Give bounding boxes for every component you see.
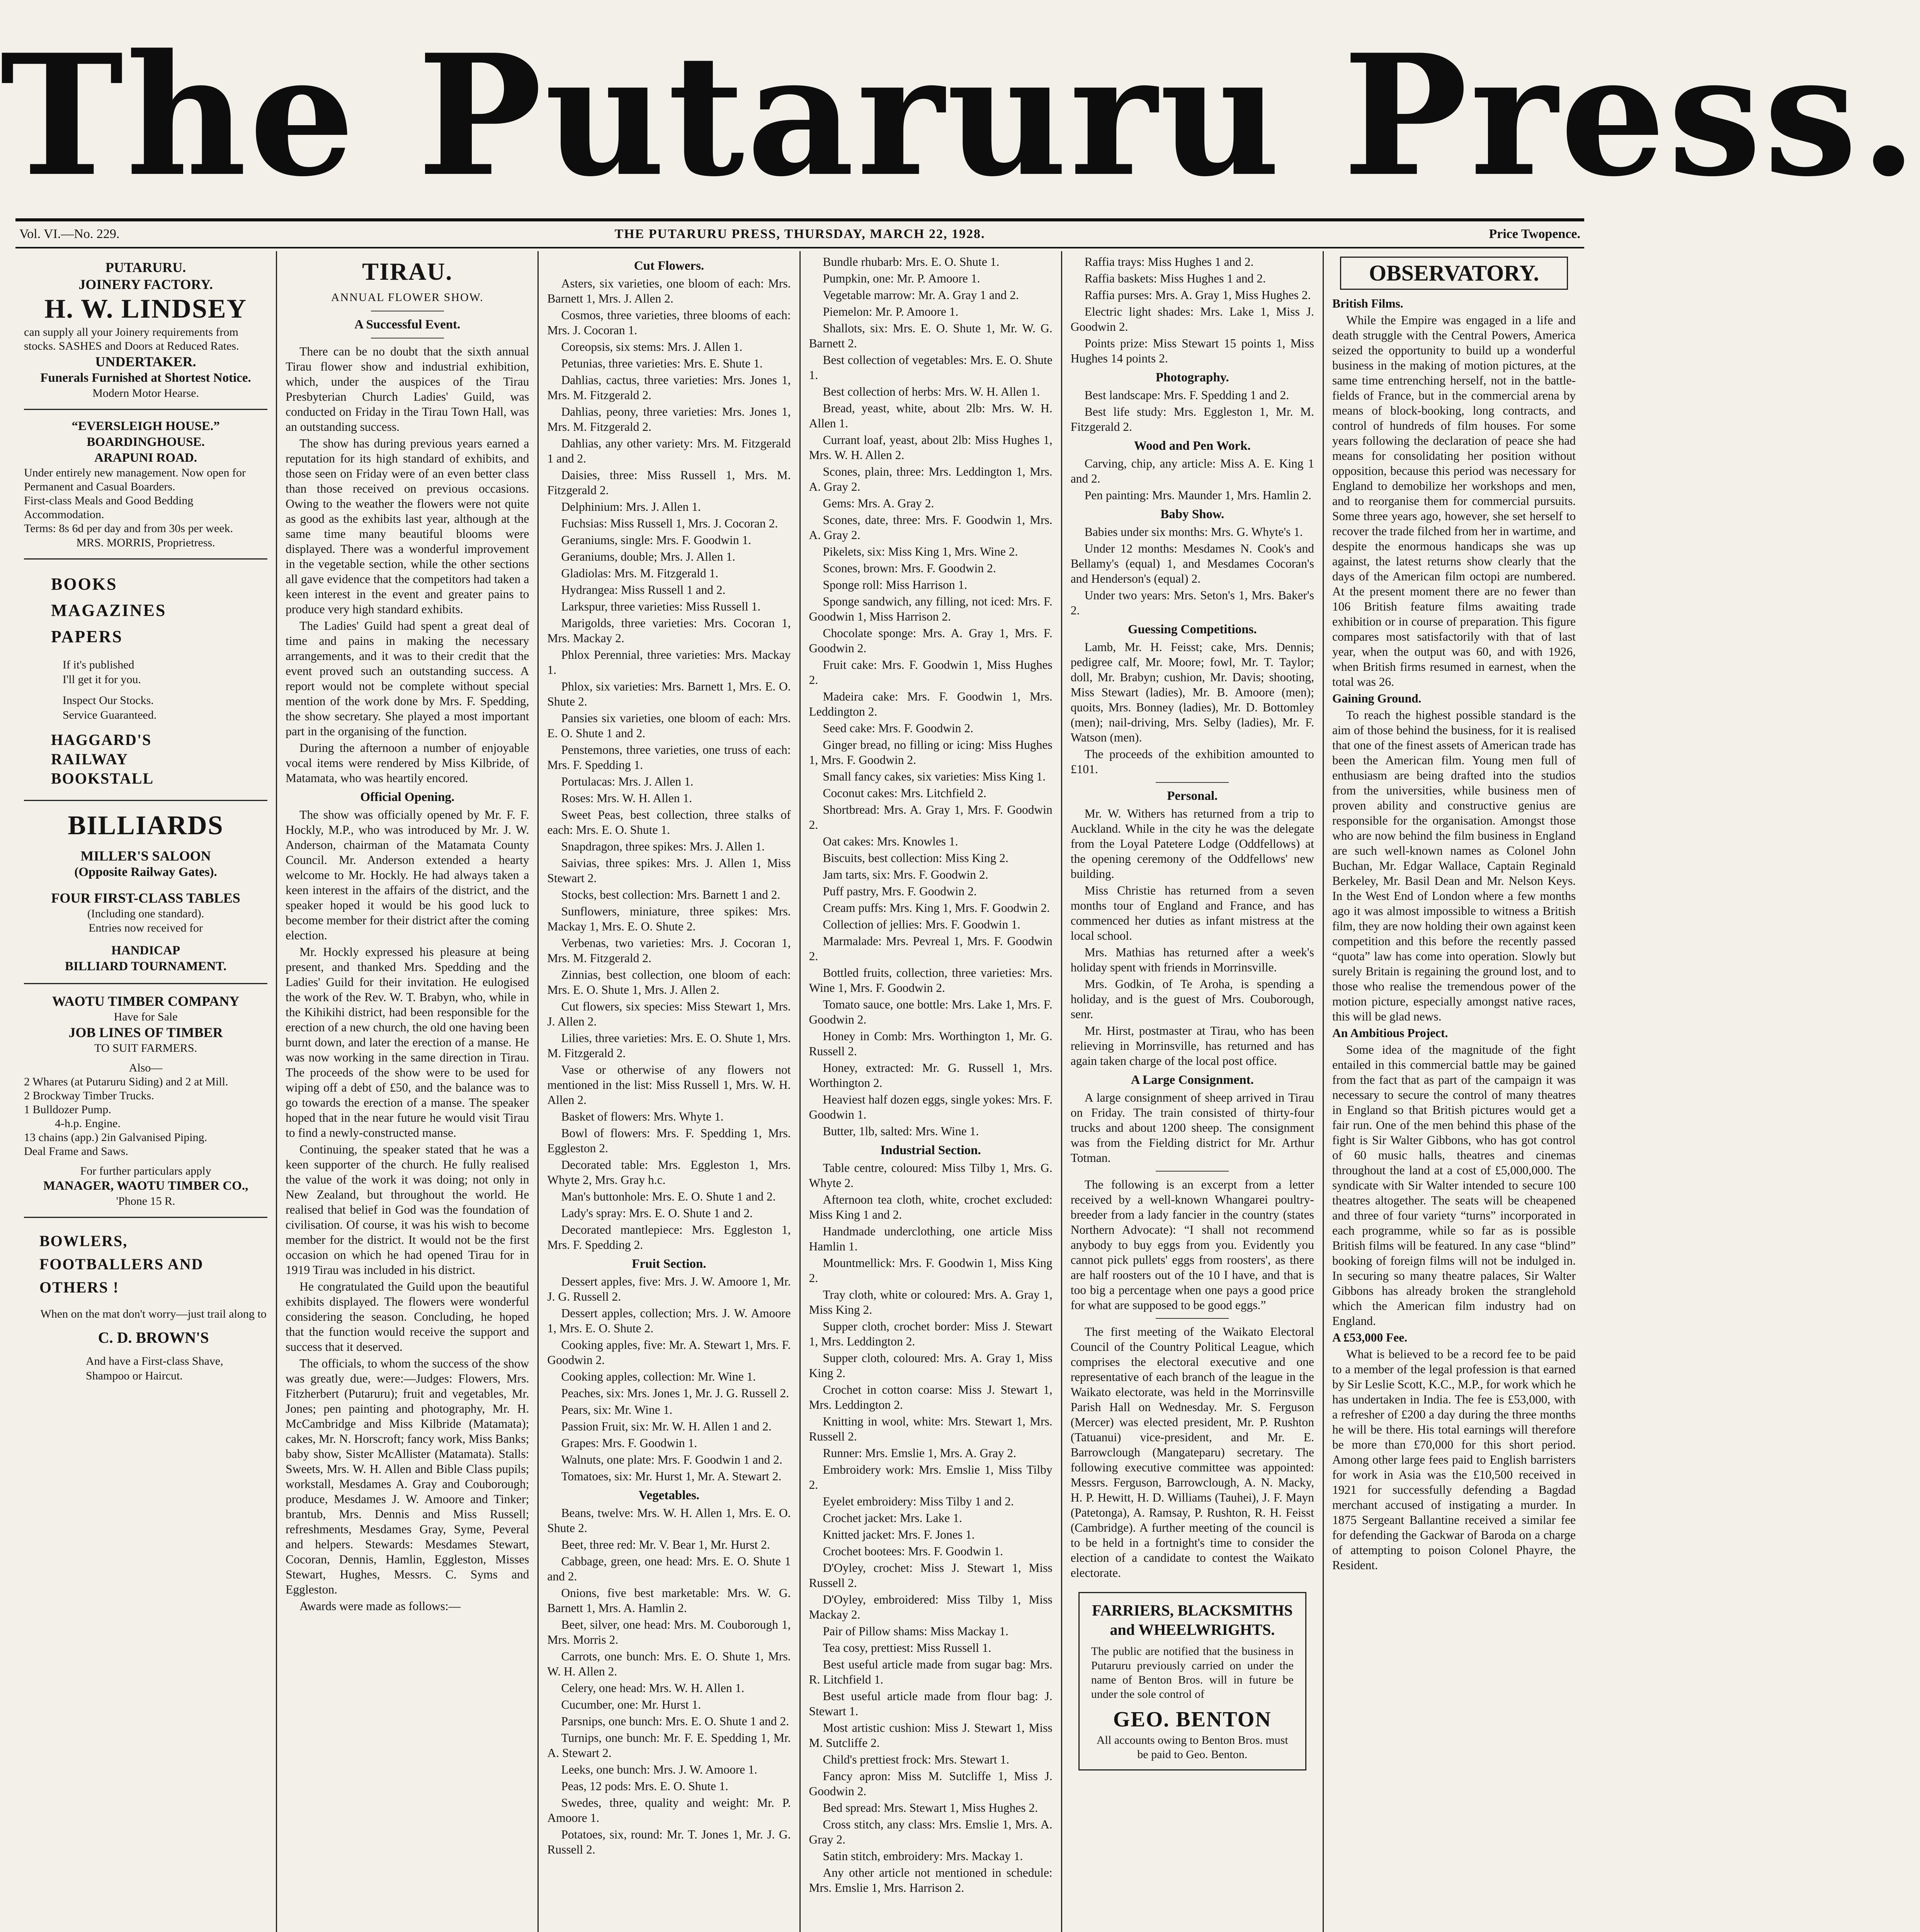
ad-eversleigh-terms: Terms: 8s 6d per day and from 30s per week.	[24, 522, 233, 535]
award-entry: Beet, silver, one head: Mrs. M. Couborough 1, Mrs. Morris 2.	[547, 1618, 791, 1646]
cut-flowers-heading: Cut Flowers.	[634, 259, 704, 273]
award-entry: D'Oyley, crochet: Miss J. Stewart 1, Miss Russell 2.	[809, 1561, 1053, 1590]
ad-farriers-sub: All accounts owing to Benton Bros. must be paid to Geo. Benton.	[1096, 1734, 1288, 1761]
award-entry: Points prize: Miss Stewart 15 points 1, Miss Hughes 14 points 2.	[1070, 337, 1314, 365]
ad-books-s1: If it's published	[63, 658, 134, 671]
personal-para: Miss Christie has returned from a seven months tour of England and France, and has commenced her duties as infant mistress at the local school.	[1070, 884, 1314, 942]
ad-books-s3: Inspect Our Stocks.	[63, 694, 154, 707]
award-entry: Peaches, six: Mrs. Jones 1, Mr. J. G. Russell 2.	[561, 1386, 789, 1400]
ad-waotu-also: Also—	[129, 1061, 163, 1074]
wood-heading: Wood and Pen Work.	[1134, 439, 1251, 453]
award-entry: Embroidery work: Mrs. Emslie 1, Miss Tilby 2.	[809, 1463, 1053, 1492]
tirau-para: Continuing, the speaker stated that he was a keen supporter of the church. He fully realised the value of the work it was doing; not only in New Zealand, but throughout the world. He realised that belief in God was the foundation of civilisation. Of course, it was his wish to become member for the district. It would not be the first occasion on which he had opened Tirau for in 1919 Tirau was included in his district.	[286, 1143, 529, 1277]
award-entry: Biscuits, best collection: Miss King 2.	[823, 851, 1008, 865]
award-entry: Raffia purses: Mrs. A. Gray 1, Miss Hughes 2.	[1084, 288, 1311, 302]
guessing-heading: Guessing Competitions.	[1128, 622, 1257, 636]
ad-lindsey-factory: JOINERY FACTORY.	[78, 277, 213, 292]
award-entry: Shortbread: Mrs. A. Gray 1, Mrs. F. Goodwin 2.	[809, 803, 1053, 832]
ad-brown-l3: OTHERS !	[39, 1279, 119, 1296]
award-entry: Fuchsias: Miss Russell 1, Mrs. J. Cocoran 2.	[561, 517, 778, 530]
award-entry: Collection of jellies: Mrs. F. Goodwin 1.	[823, 918, 1020, 931]
ad-waotu-further: For further particulars apply	[80, 1165, 211, 1177]
award-entry: Currant loaf, yeast, about 2lb: Miss Hughes 1, Mrs. W. H. Allen 2.	[809, 433, 1053, 462]
award-entry: Carrots, one bunch: Mrs. E. O. Shute 1, Mrs. W. H. Allen 2.	[547, 1650, 791, 1678]
award-entry: Electric light shades: Mrs. Lake 1, Miss J. Goodwin 2.	[1070, 305, 1314, 333]
award-entry: Passion Fruit, six: Mr. W. H. Allen 1 and 2.	[561, 1420, 772, 1433]
award-entry: Ginger bread, no filling or icing: Miss Hughes 1, Mrs. F. Goodwin 2.	[809, 738, 1053, 767]
observatory-para: What is believed to be a record fee to be paid to a member of the legal profession is that earned by Sir Leslie Scott, K.C., M.P., for work which he has undertaken in India. The fee is £53,000, with a refresher of £200 a day during the three months he will be there. His total earnings will therefore be more than £70,000 for this short period. Among other large fees paid to English barristers for work in Asia was the £10,500 received in 1921 for successfully defending a Bagdad merchant accused of instigating a murder. In 1875 Sergeant Ballantine received a similar fee for defending the Gackwar of Baroda on a charge of attempting to poison Colonel Phayre, the Resident.	[1332, 1347, 1576, 1572]
award-entry: Marigolds, three varieties: Mrs. Cocoran 1, Mrs. Mackay 2.	[547, 616, 791, 645]
award-entry: Coconut cakes: Mrs. Litchfield 2.	[823, 786, 986, 800]
award-entry: Best collection of herbs: Mrs. W. H. Allen 1.	[823, 385, 1040, 398]
award-entry: Sponge sandwich, any filling, not iced: Mrs. F. Goodwin 1, Miss Harrison 2.	[809, 595, 1053, 623]
award-entry: Lady's spray: Mrs. E. O. Shute 1 and 2.	[561, 1206, 753, 1220]
award-entry: Dahlias, any other variety: Mrs. M. Fitzgerald 1 and 2.	[547, 437, 791, 465]
award-entry: Handmade underclothing, one article Miss Hamlin 1.	[809, 1225, 1053, 1253]
award-entry: Dessert apples, five: Mrs. J. W. Amoore 1, Mr. J. G. Russell 2.	[547, 1275, 791, 1303]
ad-brown-s2: And have a First-class Shave, Shampoo or Haircut.	[86, 1355, 223, 1382]
ad-billiards-gates: (Opposite Railway Gates).	[74, 865, 217, 879]
tirau-subheading: ANNUAL FLOWER SHOW.	[331, 291, 484, 304]
award-entry: Shallots, six: Mrs. E. O. Shute 1, Mr. W. G. Barnett 2.	[809, 321, 1053, 350]
volume-number: Vol. VI.—No. 229.	[19, 227, 120, 241]
ad-billiards-saloon: MILLER'S SALOON	[80, 848, 211, 864]
observatory-para: To reach the highest possible standard is the aim of those behind the business, for it is realised that one of the finest assets of American trade has been the American film. Young men full of enthusiasm are being drafted into the studios from the universities, while business men of proven ability and constructive genius are responsible for the organisation. Amongst those who are now behind the film business in England are such well-known names as Colonel John Buchan, Mr. Edgar Wallace, Captain Reginald Berkeley, Mr. Basil Dean and Mr. Nelson Keys. In the West End of London where a few months ago it was almost impossible to witness a British film, they are now holding their own against keen competition and this before the recently passed “quota” law has come into operation. Slowly but surely Britain is regaining the ground lost, and to those who realise the tremendous power of the motion picture, especially amongst native races, this will be glad news.	[1332, 708, 1576, 1023]
award-entry-list	[1071, 388, 1314, 434]
ad-lindsey-funerals: Funerals Furnished at Shortest Notice.	[40, 371, 251, 385]
ad-eversleigh-text1: Under entirely new management. Now open for Permanent and Casual Boarders.	[24, 466, 246, 493]
waikato-para: The first meeting of the Waikato Electoral Council of the Country Political League, which comprises the electoral executive and one representative of each branch of the league in the Waikato electorate, was held in the Morrinsville Parish Hall on Wednesday. Mr. S. Ferguson (Mercer) was elected president, Mr. P. Rushton (Tatuanui) vice-president, and Mr. E. Barrowclough (Mangateparu) secretary. The following executive committee was appointed: Messrs. Ferguson, Barrowclough, A. N. Macky, H. P. Hewitt, H. D. Williams (Tauhei), J. F. Mayn (Patetonga), A. Ramsay, P. Rushton, R. H. Feisst (Cambridge). A further meeting of the council is to be held in a fortnight's time to consider the election of a candidate to contest the Waikato electorate.	[1070, 1325, 1314, 1580]
award-entry: Knitted jacket: Mrs. F. Jones 1.	[823, 1528, 975, 1541]
ad-farriers-text: The public are notified that the business in Putaruru previously carried on under the name of Benton Bros. will in future be under the sole control of	[1091, 1645, 1294, 1701]
consignment-heading: A Large Consignment.	[1131, 1073, 1254, 1087]
award-entry: Celery, one head: Mrs. W. H. Allen 1.	[561, 1681, 745, 1695]
award-entry: Sunflowers, miniature, three spikes: Mrs. Mackay 1, Mrs. E. O. Shute 2.	[547, 905, 791, 933]
personal-heading: Personal.	[1167, 789, 1218, 803]
consignment-para: A large consignment of sheep arrived in Tirau on Friday. The train consisted of thirty-four trucks and about 1200 sheep. The consignment was from the Fielding district for Mr. Arthur Totman.	[1070, 1091, 1314, 1165]
award-entry: Leeks, one bunch: Mrs. J. W. Amoore 1.	[561, 1763, 757, 1776]
award-entry: Jam tarts, six: Mrs. F. Goodwin 2.	[823, 868, 988, 881]
ad-waotu	[24, 988, 267, 1213]
award-entry: Hydrangea: Miss Russell 1 and 2.	[561, 583, 726, 597]
award-entry: Most artistic cushion: Miss J. Stewart 1, Miss M. Sutcliffe 2.	[809, 1721, 1053, 1750]
ad-waotu-suit: TO SUIT FARMERS.	[94, 1042, 197, 1054]
award-entry: Potatoes, six, round: Mr. T. Jones 1, Mr. J. G. Russell 2.	[547, 1828, 791, 1856]
fruit-heading: Fruit Section.	[632, 1257, 706, 1271]
award-entry: Pen painting: Mrs. Maunder 1, Mrs. Hamlin 2.	[1084, 488, 1311, 502]
award-entry: Vase or otherwise of any flowers not mentioned in the list: Miss Russell 1, Mrs. W. H. Allen 2.	[547, 1063, 791, 1107]
award-entry: Gems: Mrs. A. Gray 2.	[823, 497, 934, 510]
award-entry: Petunias, three varieties: Mrs. E. Shute 1.	[561, 357, 763, 370]
tirau-para: He congratulated the Guild upon the beautiful exhibits displayed. The flowers were wonderful considering the season. Concluding, he hoped that the function would receive the support and success that it deserved.	[286, 1280, 529, 1354]
ad-billiards-entries: Entries now received for	[88, 922, 203, 934]
award-entry: Geraniums, single: Mrs. F. Goodwin 1.	[561, 533, 752, 547]
photography-heading: Photography.	[1155, 371, 1229, 384]
ad-billiards-handicap: HANDICAP	[111, 944, 180, 957]
ad-lindsey-name: H. W. LINDSEY	[44, 294, 247, 324]
award-entry: Larkspur, three varieties: Miss Russell 1.	[561, 600, 761, 613]
award-entry: Verbenas, two varieties: Mrs. J. Cocoran 1, Mrs. M. Fitzgerald 2.	[547, 936, 791, 965]
ad-brown-l2: FOOTBALLERS AND	[39, 1255, 204, 1273]
divider	[24, 409, 267, 410]
award-entry: Stocks, best collection: Mrs. Barnett 1 and 2.	[561, 888, 781, 901]
divider	[24, 558, 267, 560]
divider	[24, 983, 267, 984]
award-entry: Beans, twelve: Mrs. W. H. Allen 1, Mrs. E. O. Shute 2.	[547, 1506, 791, 1535]
price-label: Price Twopence.	[1489, 227, 1580, 241]
ad-books-h3: BOOKSTALL	[51, 770, 154, 787]
award-entry: Swedes, three, quality and weight: Mr. P. Amoore 1.	[547, 1796, 791, 1825]
award-entry: Piemelon: Mr. P. Amoore 1.	[823, 305, 959, 318]
award-entry: Marmalade: Mrs. Pevreal 1, Mrs. F. Goodwin 2.	[809, 934, 1053, 963]
award-entry: Raffia trays: Miss Hughes 1 and 2.	[1084, 255, 1254, 269]
award-entry: Parsnips, one bunch: Mrs. E. O. Shute 1 and 2.	[561, 1714, 789, 1728]
ad-billiards-tourney: BILLIARD TOURNAMENT.	[65, 959, 227, 973]
ad-books-line1: BOOKS	[51, 575, 117, 594]
award-entry: Dessert apples, collection; Mrs. J. W. Amoore 1, Mrs. E. O. Shute 2.	[547, 1306, 791, 1335]
tirau-para: The show was officially opened by Mr. F. F. Hockly, M.P., who was introduced by Mr. J. W. Anderson, chairman of the Matamata County Council. Mr. Anderson extended a hearty welcome to Mr. Hockly. He had always taken a keen interest in the affairs of the district, and the speaker hoped it would be his good luck to become member for their district after the coming election.	[286, 808, 529, 942]
award-entry: Any other article not mentioned in schedule: Mrs. Emslie 1, Mrs. Harrison 2.	[809, 1866, 1053, 1895]
award-entry: Lilies, three varieties: Mrs. E. O. Shute 1, Mrs. M. Fitzgerald 2.	[547, 1031, 791, 1060]
ad-lindsey-text: can supply all your Joinery requirements from stocks. SASHES and Doors at Reduced Rates.	[24, 326, 239, 352]
award-entry: Tomatoes, six: Mr. Hurst 1, Mr. A. Stewart 2.	[561, 1469, 782, 1483]
award-entry: Bowl of flowers: Mrs. F. Spedding 1, Mrs. Eggleston 2.	[547, 1126, 791, 1155]
tirau-para: The officials, to whom the success of the show was greatly due, were:—Judges: Flowers, Mrs. Fitzherbert (Putaruru); fruit and vegetables, Mr. Jones; pen painting and photography, Mr. H. McCambridge and Miss Kilbride (Matamata); cakes, Mr. N. Horscroft; fancy work, Miss Banks; baby show, Sister McAllister (Matamata). Stalls: Sweets, Mrs. W. H. Allen and Bible Class pupils; workstall, Mesdames A. Gray and Couborough; produce, Mesdames J. W. Amoore and Tinker; brantub, Mrs. Dennis and Miss Russell; refreshments, Mesdames Gray, Syme, Peveral and helpers. Stewards: Mesdames Stewart, Cocoran, Dennis, Hamlin, Eggleston, Misses Stewart, Hughes, Messrs. C. Syms and Eggleston.	[286, 1357, 529, 1596]
award-entry: Chocolate sponge: Mrs. A. Gray 1, Mrs. F. Goodwin 2.	[809, 626, 1053, 655]
award-entry-list	[547, 1274, 791, 1484]
award-entry: Runner: Mrs. Emslie 1, Mrs. A. Gray 2.	[823, 1446, 1016, 1460]
ad-waotu-name: WAOTU TIMBER COMPANY	[52, 993, 240, 1009]
masthead-title: The Putaruru Press.	[0, 18, 1920, 213]
award-entry: Cosmos, three varieties, three blooms of each: Mrs. J. Cocoran 1.	[547, 308, 791, 337]
personal-para: Mr. Hirst, postmaster at Tirau, who has been relieving in Morrinsville, has returned and has again taken charge of the local post office.	[1070, 1024, 1314, 1068]
divider	[1156, 1171, 1229, 1172]
award-entry: Seed cake: Mrs. F. Goodwin 2.	[823, 721, 973, 735]
award-entry: Table centre, coloured: Miss Tilby 1, Mrs. G. Whyte 2.	[809, 1161, 1053, 1190]
award-entry: Supper cloth, crochet border: Miss J. Stewart 1, Mrs. Leddington 2.	[809, 1320, 1053, 1348]
ad-waotu-sale: Have for Sale	[114, 1010, 178, 1023]
ad-billiards	[24, 805, 267, 979]
ad-billiards-standard: (Including one standard).	[87, 907, 204, 920]
observatory-body	[1332, 296, 1576, 1573]
award-entry: Dahlias, peony, three varieties: Mrs. Jones 1, Mrs. M. Fitzgerald 2.	[547, 405, 791, 434]
column-grid	[15, 251, 1584, 1932]
award-entry: Bundle rhubarb: Mrs. E. O. Shute 1.	[823, 255, 1000, 269]
award-entry: Child's prettiest frock: Mrs. Stewart 1.	[823, 1753, 1009, 1766]
award-entry: Knitting in wool, white: Mrs. Stewart 1, Mrs. Russell 2.	[809, 1415, 1053, 1443]
ad-waotu-item: 13 chains (app.) 2in Galvanised Piping.	[24, 1131, 207, 1144]
award-entry: Eyelet embroidery: Miss Tilby 1 and 2.	[823, 1495, 1014, 1508]
award-entry: Pansies six varieties, one bloom of each: Mrs. E. O. Shute 1 and 2.	[547, 711, 791, 740]
ad-lindsey-hearse: Modern Motor Hearse.	[92, 387, 199, 400]
ad-lindsey	[24, 254, 267, 405]
dateline-text: THE PUTARURU PRESS, THURSDAY, MARCH 22, 1928.	[614, 227, 985, 241]
award-entry: Puff pastry, Mrs. F. Goodwin 2.	[823, 884, 977, 898]
personal-para: Mrs. Godkin, of Te Aroha, is spending a holiday, and is the guest of Mrs. Couborough, senr.	[1070, 977, 1314, 1021]
award-entry: Asters, six varieties, one bloom of each: Mrs. Barnett 1, Mrs. J. Allen 2.	[547, 277, 791, 305]
award-entry: Fruit cake: Mrs. F. Goodwin 1, Miss Hughes 2.	[809, 658, 1053, 687]
award-entry-list	[1071, 524, 1314, 618]
ad-bookstall	[24, 563, 267, 796]
award-entry: Roses: Mrs. W. H. Allen 1.	[561, 791, 692, 805]
award-entry-list	[809, 1160, 1053, 1895]
ad-brown	[24, 1222, 267, 1383]
award-entry-list	[1071, 254, 1314, 366]
award-entry: Pears, six: Mr. Wine 1.	[561, 1403, 673, 1417]
ad-eversleigh-text2: First-class Meals and Good Bedding Accommodation.	[24, 494, 194, 521]
ad-waotu-item: Deal Frame and Saws.	[24, 1145, 128, 1158]
award-entry: Vegetable marrow: Mr. A. Gray 1 and 2.	[823, 288, 1019, 302]
award-entry: Cabbage, green, one head: Mrs. E. O. Shute 1 and 2.	[547, 1554, 791, 1583]
ad-brown-name: C. D. BROWN'S	[98, 1329, 209, 1346]
column-tirau	[277, 251, 539, 1932]
award-entry: D'Oyley, embroidered: Miss Tilby 1, Miss Mackay 2.	[809, 1593, 1053, 1621]
award-entry: Lamb, Mr. H. Feisst; cake, Mrs. Dennis; pedigree calf, Mr. Moore; fowl, Mr. T. Taylor; doll, Mr. Brabyn; cushion, Mr. Davis; shooting, Miss Stewart (ladies), Mr. B. Amoore (men); quoits, Mrs. Bonney (ladies), Mr. D. Bottomley (men); nail-driving, Mrs. Selby (ladies), Mr. F. Watson (men).	[1070, 640, 1314, 744]
ad-brown-s1: When on the mat don't worry—just trail along to	[40, 1308, 267, 1320]
divider	[24, 1217, 267, 1218]
award-entry: Cut flowers, six species: Miss Stewart 1, Mrs. J. Allen 2.	[547, 1000, 791, 1028]
ad-eversleigh-type: BOARDINGHOUSE.	[87, 435, 205, 449]
award-entry: Sweet Peas, best collection, three stalks of each: Mrs. E. O. Shute 1.	[547, 808, 791, 837]
tirau-subheading-2: A Successful Event.	[354, 318, 461, 332]
award-entry: Beet, three red: Mr. V. Bear 1, Mr. Hurst 2.	[561, 1538, 770, 1551]
tirau-para: The show has during previous years earned a reputation for its high standard of exhibits, and those seen on Friday were of an even better class than those received on previous occasions. Owing to the weather the flowers were not quite as good as the exhibits last year, although at the same time many beautiful blooms were displayed. There was a wonderful improvement in the vegetable section, while the other sections all gave evidence that the competitors had taken a keen interest in the event and greater pains to produce very high standard exhibits.	[286, 437, 529, 616]
award-entry: Geraniums, double; Mrs. J. Allen 1.	[561, 550, 735, 563]
award-entry: Dahlias, cactus, three varieties: Mrs. Jones 1, Mrs. M. Fitzgerald 2.	[547, 373, 791, 402]
observatory-para: Some idea of the magnitude of the fight entailed in this commercial battle may be gained from the fact that as part of the campaign it was necessary to secure the control of many theatres in England so that British pictures would get a fair run. One of the men behind this phase of the fight is Sir Walter Gibbons, who has got control of 60 music halls, theatres and cinemas throughout the land at a cost of £5,000,000. The syndicate with Sir Walter intended to secure 100 theatres altogether. The seats will be cheapened and three of four variety “turns” incorporated in each programme, while so far as is possible British films will be featured. In any case “blind” booking of foreign films will not be indulged in. In securing so many theatre palaces, Sir Walter Gibbons has already broken the stranglehold which the American film industry had on England.	[1332, 1043, 1576, 1328]
award-entry: Penstemons, three varieties, one truss of each: Mrs. F. Spedding 1.	[547, 743, 791, 772]
award-entry: Supper cloth, coloured: Mrs. A. Gray 1, Miss King 2.	[809, 1351, 1053, 1380]
observatory-section-title: British Films.	[1332, 297, 1403, 310]
tirau-para: Awards were made as follows:—	[299, 1599, 461, 1613]
divider	[1156, 782, 1229, 783]
award-entry: Butter, 1lb, salted: Mrs. Wine 1.	[823, 1124, 979, 1138]
observatory-heading: OBSERVATORY.	[1340, 257, 1568, 290]
award-entry: Crochet jacket: Mrs. Lake 1.	[823, 1511, 962, 1525]
award-entry: Best life study: Mrs. Eggleston 1, Mr. M. Fitzgerald 2.	[1070, 405, 1314, 434]
award-entry: Babies under six months: Mrs. G. Whyte's 1.	[1084, 525, 1303, 539]
award-entry: Under 12 months: Mesdames N. Cook's and Bellamy's (equal) 1, and Mesdames Cocoran's and Henderson's (equal) 2.	[1070, 542, 1314, 585]
award-entry: Satin stitch, embroidery: Mrs. Mackay 1.	[823, 1849, 1023, 1863]
ad-books-line2: MAGAZINES	[51, 601, 167, 620]
ad-lindsey-town: PUTARURU.	[105, 260, 186, 275]
ad-brown-l1: BOWLERS,	[39, 1232, 128, 1250]
excerpt-para: The following is an excerpt from a letter received by a well-known Whangarei poultry-breeder from a lady fancier in the country (states Northern Advocate): “I shall not recommend anybody to buy eggs from you. Evidently you cannot pick pullets' eggs from roosters', as there are half roosters out of the 10 I have, and that is too big a percentage when one pays a good price for what are supposed to be good eggs.”	[1070, 1178, 1314, 1312]
award-entry: Honey, extracted: Mr. G. Russell 1, Mrs. Worthington 2.	[809, 1061, 1053, 1090]
award-entry: Oat cakes: Mrs. Knowles 1.	[823, 835, 958, 848]
award-entry: Fancy apron: Miss M. Sutcliffe 1, Miss J. Goodwin 2.	[809, 1769, 1053, 1798]
award-entry: Heaviest half dozen eggs, single yokes: Mrs. F. Goodwin 1.	[809, 1093, 1053, 1121]
award-entry: Afternoon tea cloth, white, crochet excluded: Miss King 1 and 2.	[809, 1193, 1053, 1221]
award-entry: Cream puffs: Mrs. King 1, Mrs. F. Goodwin 2.	[823, 901, 1050, 915]
award-entry: Sponge roll: Miss Harrison 1.	[823, 578, 968, 592]
ad-books-s4: Service Guaranteed.	[63, 709, 157, 721]
ad-books-line3: PAPERS	[51, 627, 123, 646]
award-entry: Walnuts, one plate: Mrs. F. Goodwin 1 and 2.	[561, 1453, 782, 1466]
award-entry: Scones, plain, three: Mrs. Leddington 1, Mrs. A. Gray 2.	[809, 465, 1053, 493]
ad-waotu-jobs: JOB LINES OF TIMBER	[68, 1025, 223, 1040]
column-awards-produce	[801, 251, 1062, 1932]
award-entry: Man's buttonhole: Mrs. E. O. Shute 1 and 2.	[561, 1190, 776, 1203]
award-entry: Scones, date, three: Mrs. F. Goodwin 1, Mrs. A. Gray 2.	[809, 513, 1053, 542]
award-entry: Pumpkin, one: Mr. P. Amoore 1.	[823, 272, 980, 285]
ad-waotu-item: 4-h.p. Engine.	[55, 1117, 121, 1130]
award-entry: Tomato sauce, one bottle: Mrs. Lake 1, Mrs. F. Goodwin 2.	[809, 998, 1053, 1026]
ad-waotu-manager: MANAGER, WAOTU TIMBER CO.,	[43, 1179, 248, 1193]
award-entry-list	[547, 276, 791, 1252]
award-entry: Saivias, three spikes: Mrs. J. Allen 1, Miss Stewart 2.	[547, 856, 791, 885]
ad-waotu-item: 1 Bulldozer Pump.	[24, 1103, 111, 1116]
award-entry: Cucumber, one: Mr. Hurst 1.	[561, 1698, 701, 1711]
award-entry: Best useful article made from flour bag: J. Stewart 1.	[809, 1689, 1053, 1718]
ad-eversleigh-road: ARAPUNI ROAD.	[94, 451, 197, 465]
ad-farriers-heading: FARRIERS, BLACKSMITHS and WHEELWRIGHTS.	[1092, 1602, 1293, 1638]
award-entry: Portulacas: Mrs. J. Allen 1.	[561, 775, 694, 788]
award-entry: Daisies, three: Miss Russell 1, Mrs. M. Fitzgerald 2.	[547, 468, 791, 497]
award-entry: Decorated mantlepiece: Mrs. Eggleston 1, Mrs. F. Spedding 2.	[547, 1223, 791, 1252]
tirau-heading: TIRAU.	[362, 258, 453, 285]
award-entry: Onions, five best marketable: Mrs. W. G. Barnett 1, Mrs. A. Hamlin 2.	[547, 1586, 791, 1615]
award-entry: Cooking apples, five: Mr. A. Stewart 1, Mrs. F. Goodwin 2.	[547, 1338, 791, 1367]
personal-para: Mrs. Mathias has returned after a week's holiday spent with friends in Morrinsville.	[1070, 946, 1314, 974]
award-entry: Small fancy cakes, six varieties: Miss King 1.	[823, 770, 1046, 783]
observatory-section-title: A £53,000 Fee.	[1332, 1331, 1408, 1344]
ad-lindsey-undertaker: UNDERTAKER.	[95, 354, 196, 369]
column-ads	[15, 251, 277, 1932]
ad-waotu-item: 2 Whares (at Putaruru Siding) and 2 at Mill.	[24, 1075, 228, 1088]
column-personal	[1062, 251, 1324, 1932]
award-entry: Pikelets, six: Miss King 1, Mrs. Wine 2.	[823, 545, 1018, 558]
ad-billiards-tables: FOUR FIRST-CLASS TABLES	[51, 890, 240, 906]
award-entry: Snapdragon, three spikes: Mrs. J. Allen 1.	[561, 840, 765, 853]
vegetables-heading: Vegetables.	[638, 1488, 700, 1502]
award-entry: Phlox Perennial, three varieties: Mrs. Mackay 1.	[547, 648, 791, 677]
observatory-section-title: An Ambitious Project.	[1332, 1026, 1448, 1040]
award-entry: Crochet in cotton coarse: Miss J. Stewart 1, Mrs. Leddington 2.	[809, 1383, 1053, 1412]
award-entry: Madeira cake: Mrs. F. Goodwin 1, Mrs. Leddington 2.	[809, 690, 1053, 718]
award-entry: Bread, yeast, white, about 2lb: Mrs. W. H. Allen 1.	[809, 401, 1053, 430]
ad-waotu-phone: 'Phone 15 R.	[116, 1195, 175, 1208]
award-entry-list	[547, 1505, 791, 1857]
observatory-para: While the Empire was engaged in a life and death struggle with the Central Powers, America seized the opportunity to build up a wonderful business in the making of motion pictures, at the same time entrenching herself, not in the battle-fields of France, but in the commercial arena by means of block-booking, long contracts, and control of hundreds of film houses. For some years following the declaration of peace she had means for consolidating her position without opposition, because this period was necessary for England to demobilize her workshops and men, and to reorganise them for commercial pursuits. Some three years ago, however, she set herself to recover the trade filched from her in wartime, and despite the enormous handicaps she was up against, the latest returns show clearly that the days of the American film octopi are numbered. At the present moment there are no fewer than 106 British feature films awaiting trade exhibition or in course of preparation. This figure compares most satisfactorily with that of last year, when the output was 60, and with 1926, when British firms resumed in earnest, when the total was 26.	[1332, 313, 1576, 689]
award-entry: Grapes: Mrs. F. Goodwin 1.	[561, 1436, 697, 1450]
award-entry-list	[1071, 639, 1314, 777]
award-entry: Delphinium: Mrs. J. Allen 1.	[561, 500, 701, 514]
ad-billiards-title: BILLIARDS	[68, 811, 224, 840]
award-entry: Peas, 12 pods: Mrs. E. O. Shute 1.	[561, 1779, 728, 1793]
industrial-heading: Industrial Section.	[880, 1143, 981, 1157]
tirau-para: The Ladies' Guild had spent a great deal of time and pains in making the necessary arrangements, and it was to their credit that the event proved such an outstanding success. A report would not be complete without special mention of the work done by Mrs. F. Spedding, the show secretary. She played a most important part in the organising of the function.	[286, 619, 529, 738]
ad-farriers	[1078, 1592, 1306, 1770]
award-entry: Carving, chip, any article: Miss A. E. King 1 and 2.	[1070, 457, 1314, 485]
award-entry: Under two years: Mrs. Seton's 1, Mrs. Baker's 2.	[1070, 588, 1314, 617]
award-entry: Cooking apples, collection: Mr. Wine 1.	[561, 1370, 756, 1383]
ad-eversleigh-prop: MRS. MORRIS, Proprietress.	[76, 536, 215, 549]
award-entry: Tea cosy, prettiest: Miss Russell 1.	[823, 1641, 991, 1655]
award-entry-list	[809, 254, 1053, 1139]
award-entry: Honey in Comb: Mrs. Worthington 1, Mr. G. Russell 2.	[809, 1029, 1053, 1058]
award-entry: Gladiolas: Mrs. M. Fitzgerald 1.	[561, 566, 719, 580]
ad-books-s2: I'll get it for you.	[63, 673, 141, 686]
award-entry: Zinnias, best collection, one bloom of each: Mrs. E. O. Shute 1, Mrs. J. Allen 2.	[547, 968, 791, 997]
ad-eversleigh	[24, 414, 267, 554]
column-observatory	[1324, 251, 1584, 1932]
award-entry: Best collection of vegetables: Mrs. E. O. Shute 1.	[809, 353, 1053, 382]
ad-farriers-name: GEO. BENTON	[1113, 1708, 1272, 1731]
ad-eversleigh-name: “EVERSLEIGH HOUSE.”	[71, 419, 220, 433]
award-entry: Turnips, one bunch: Mr. F. E. Spedding 1, Mr. A. Stewart 2.	[547, 1731, 791, 1760]
award-entry: The proceeds of the exhibition amounted to £101.	[1070, 747, 1314, 776]
award-entry-list	[1071, 456, 1314, 503]
ad-books-h2: RAILWAY	[51, 750, 129, 768]
award-entry: Decorated table: Mrs. Eggleston 1, Mrs. Whyte 2, Mrs. Gray h.c.	[547, 1158, 791, 1187]
award-entry: Coreopsis, six stems: Mrs. J. Allen 1.	[561, 340, 743, 354]
personal-para-list	[1071, 806, 1314, 1068]
observatory-section-title: Gaining Ground.	[1332, 692, 1422, 705]
award-entry: Bed spread: Mrs. Stewart 1, Miss Hughes 2.	[823, 1801, 1038, 1815]
ad-waotu-item: 2 Brockway Timber Trucks.	[24, 1089, 154, 1102]
baby-show-heading: Baby Show.	[1160, 507, 1224, 521]
ad-books-h1: HAGGARD'S	[51, 731, 152, 748]
award-entry: Pair of Pillow shams: Miss Mackay 1.	[823, 1624, 1008, 1638]
divider	[24, 800, 267, 801]
award-entry: Scones, brown: Mrs. F. Goodwin 2.	[823, 561, 996, 575]
tirau-para: Mr. Hockly expressed his pleasure at being present, and thanked Mrs. Spedding and the Ladies' Guild for their invitation. He eulogised the work of the Rev. W. T. Brabyn, who, while in the Kihikihi district, had been responsible for the erection of a new church, the old one having been burnt down, and later the erection of a manse. He was now working in the same direction in Tirau. The proceeds of the show were to be used for wiping off a debt of £50, and the balance was to go towards the erection of a manse. The speaker hoped that in the near future he would visit Tirau to find a newly-constructed manse.	[286, 945, 529, 1139]
award-entry: Tray cloth, white or coloured: Mrs. A. Gray 1, Miss King 2.	[809, 1288, 1053, 1316]
divider	[1156, 1318, 1229, 1319]
dateline-bar	[15, 218, 1584, 248]
award-entry: Basket of flowers: Mrs. Whyte 1.	[561, 1110, 724, 1123]
award-entry: Phlox, six varieties: Mrs. Barnett 1, Mrs. E. O. Shute 2.	[547, 680, 791, 708]
tirau-para: During the afternoon a number of enjoyable vocal items were rendered by Miss Kilbride, of Matamata, who was heartily encored.	[286, 741, 529, 785]
award-entry: Crochet bootees: Mrs. F. Goodwin 1.	[823, 1544, 1003, 1558]
award-entry: Bottled fruits, collection, three varieties: Mrs. Wine 1, Mrs. F. Goodwin 2.	[809, 966, 1053, 995]
award-entry: Cross stitch, any class: Mrs. Emslie 1, Mrs. A. Gray 2.	[809, 1818, 1053, 1846]
personal-para: Mr. W. Withers has returned from a trip to Auckland. While in the city he was the delegate from the Loyal Patetere Lodge (Oddfellows) at the opening ceremony of the Oddfellows' new building.	[1070, 807, 1314, 881]
award-entry: Mountmellick: Mrs. F. Goodwin 1, Miss King 2.	[809, 1256, 1053, 1285]
award-entry: Best useful article made from sugar bag: Mrs. R. Litchfield 1.	[809, 1658, 1053, 1686]
column-awards-flowers	[539, 251, 800, 1932]
award-entry: Raffia baskets: Miss Hughes 1 and 2.	[1084, 272, 1266, 285]
tirau-para: There can be no doubt that the sixth annual Tirau flower show and industrial exhibition, which, under the auspices of the Tirau Presbyterian Church Ladies' Guild, was conducted on Friday in the Tirau Town Hall, was an outstanding success.	[286, 345, 529, 434]
tirau-opening-heading: Official Opening.	[360, 790, 455, 804]
award-entry: Best landscape: Mrs. F. Spedding 1 and 2.	[1084, 388, 1289, 402]
